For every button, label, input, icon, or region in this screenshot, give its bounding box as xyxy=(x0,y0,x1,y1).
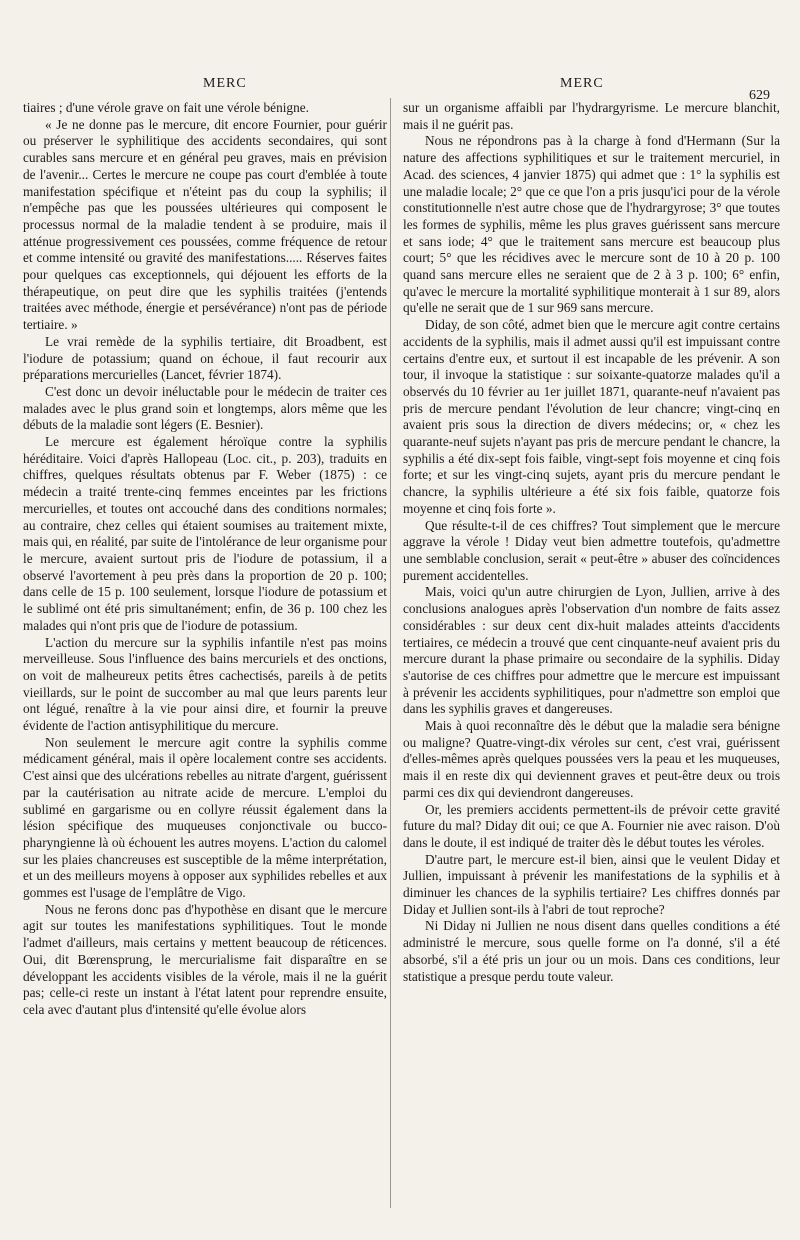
column-divider xyxy=(390,98,391,1208)
paragraph: D'autre part, le mercure est-il bien, ainsi que le veulent Diday et Jullien, impuissant à prévenir les manifestations de la syphilis et à diminuer les chances de la syphilis tertiaire? Les chiffres donnés par Diday et Jullien sont-ils à l'abri de tout reproche? xyxy=(403,851,780,917)
paragraph: Nous ne ferons donc pas d'hypothèse en disant que le mercure agit sur toutes les manifestations syphilitiques. Tout le monde l'admet d'ailleurs, mais certains y mettent beaucoup de réticences. Oui, dit Bœrensprung, le mercurialisme fait disparaître en se développant les accidents visibles de la vérole, mais il ne la guérit pas; celle-ci reste un instant à l'état latent pour reprendre ensuite, cela avec d'autant plus d'intensité qu'elle évolue alors xyxy=(23,901,387,1017)
paragraph: C'est donc un devoir inéluctable pour le médecin de traiter ces malades avec le plus grand soin et longtemps, alors même que les débuts de la maladie sont légers (E. Besnier). xyxy=(23,383,387,433)
left-column xyxy=(23,100,387,1019)
right-column xyxy=(403,100,780,985)
paragraph: sur un organisme affaibli par l'hydrargyrisme. Le mercure blanchit, mais il ne guérit pas. xyxy=(403,100,780,132)
paragraph: Ni Diday ni Jullien ne nous disent dans quelles conditions a été administré le mercure, sous quelle forme on l'a donné, s'il a été absorbé, s'il a été pris un jour ou un mois. Dans ces conditions, leur statistique a presque perdu toute valeur. xyxy=(403,918,780,984)
running-head-left: MERC xyxy=(203,76,247,91)
paragraph: Mais, voici qu'un autre chirurgien de Lyon, Jullien, arrive à des conclusions analogues après l'observation d'un nombre de faits assez considérables : sur deux cent dix-huit malades atteints d'accidents tertiaires, ce médecin a trouvé que cent cinquante-neuf avaient pris du mercure durant la phase primaire ou secondaire de la syphilis. Diday s'autorise de ces chiffres pour admettre que le mercure est impuissant à prévenir les accidents syphilitiques, pour n'admettre son emploi que dans les syphilis graves et dangereuses. xyxy=(403,584,780,717)
paragraph: Nous ne répondrons pas à la charge à fond d'Hermann (Sur la nature des affections syphilitiques et sur le traitement mercuriel, in Acad. des sciences, 4 janvier 1875) qui admet que : 1° la syphilis est une maladie locale; 2° que ce que l'on a pris jusqu'ici pour de la vérole constitutionnelle n'est autre chose que de l'hydrargyrose; 3° que toutes les formes de syphilis, même les plus graves guérissent sans mercure et sans iode; 4° que le traitement sans mercure est beaucoup plus court; 5° que les récidives avec le mercure sont de 10 à 20 p. 100 quand sans mercure elles ne seraient que de 2 à 3 p. 100; 6° enfin, qu'avec le mercure la mortalité syphilitique monterait à 1 sur 89, alors qu'elle ne serait que de 1 sur 969 sans mercure. xyxy=(403,133,780,316)
paragraph: « Je ne donne pas le mercure, dit encore Fournier, pour guérir ou préserver le syphilitique des accidents secondaires, qui sont curables sans mercure et en général peu graves, mais en prévision de l'avenir... Certes le mercure ne coupe pas court d'emblée à toute manifestation spécifique et n'éteint pas du coup la syphilis; il n'empêche pas que les poussées ultérieures qui composent le processus normal de la maladie tendent à se produire, mais il atténue progressivement ces poussées, comme fréquence de retour et comme intensité ou gravité des manifestations..... Réserves faites pour quelques cas exceptionnels, qui déjouent les efforts de la thérapeutique, on peut dire que les syphilis traitées (j'entends traitées avec méthode, énergie et persévérance) n'ont pas de période tertiaire. » xyxy=(23,116,387,333)
paragraph: Mais à quoi reconnaître dès le début que la maladie sera bénigne ou maligne? Quatre-vingt-dix véroles sur cent, c'est vrai, guérissent d'elles-mêmes après quelques poussées vers la peau et les muqueuses, mais il en reste dix qui deviennent graves et peut-être deux ou trois parmi ces dix qui deviendront dangereuses. xyxy=(403,718,780,800)
paragraph: Le mercure est également héroïque contre la syphilis héréditaire. Voici d'après Hallopeau (Loc. cit., p. 203), traduits en chiffres, quelques résultats obtenus par F. Weber (1875) : ce médecin a traité trente-cinq femmes enceintes par les frictions mercurielles, et toutes ont accouché dans des conditions normales; au contraire, chez celles qui étaient soumises au traitement mixte, mais qui, en réalité, par suite de l'intolérance de leur organisme pour le mercure, avaient surtout pris de l'iodure de potassium, il a observé l'avortement à peu près dans la proportion de 20 p. 100; dans celle de 15 p. 100 seulement, lorsque l'iodure de potassium et le sublimé ont été pris simultanément; enfin, de 36 p. 100 chez les malades qui n'ont pris que de l'iodure de potassium. xyxy=(23,434,387,633)
paragraph: Or, les premiers accidents permettent-ils de prévoir cette gravité future du mal? Diday dit oui; ce que A. Fournier nie avec raison. D'où dans le doute, il est indiqué de traiter dès le début toutes les véroles. xyxy=(403,801,780,850)
paragraph: Que résulte-t-il de ces chiffres? Tout simplement que le mercure aggrave la vérole ! Diday veut bien admettre toutefois, qu'admettre une semblable conclusion, serait « peut-être » abuser des coïncidences purement accidentelles. xyxy=(403,517,780,583)
page-number: 629 xyxy=(749,88,770,103)
paragraph: Diday, de son côté, admet bien que le mercure agit contre certains accidents de la syphilis, mais il admet aussi qu'il est impuissant contre certains d'entre eux, et surtout il est incapable de les prévenir. A son tour, il invoque la statistique : sur soixante-quatorze malades qu'il a observés du 10 février au 1er juillet 1871, quarante-neuf n'avaient pas pris de mercure pendant l'évolution de leur chancre; vingt-cinq en avaient pris sous la direction de divers médecins; or, « chez les quarante-neuf sujets n'ayant pas pris de mercure pendant le chancre, la syphilis a été dix-sept fois faible, vingt-sept fois moyenne et cinq fois forte; et sur les vingt-cinq sujets, ayant pris du mercure pendant le chancre, la syphilis ultérieure a été six fois faible, quatorze fois moyenne et cinq fois forte ». xyxy=(403,317,780,516)
running-head-right: MERC xyxy=(560,76,604,91)
paragraph: Non seulement le mercure agit contre la syphilis comme médicament général, mais il opère localement contre ses accidents. C'est ainsi que des ulcérations rebelles au nitrate d'argent, guérissent par la cautérisation au nitrate acide de mercure. L'emploi du sublimé en gargarisme ou en collyre réussit également dans la lésion spécifique des muqueuses conjonctivale ou bucco-pharyngienne là où échouent les autres moyens. L'action du calomel sur les plaies chancreuses est susceptible de la même interprétation, et un des meilleurs moyens à opposer aux syphilides rebelles et aux gommes est l'usage de l'emplâtre de Vigo. xyxy=(23,734,387,901)
paragraph: Le vrai remède de la syphilis tertiaire, dit Broadbent, est l'iodure de potassium; quand on échoue, il faut recourir aux préparations mercurielles (Lancet, février 1874). xyxy=(23,333,387,383)
paragraph: L'action du mercure sur la syphilis infantile n'est pas moins merveilleuse. Sous l'influence des bains mercuriels et des onctions, on voit de malheureux petits êtres cachectisés, pareils à de petits vieillards, sur le point de succomber au mal que leurs parents leur ont légué, renaître à la vie pour ainsi dire, et fournir la preuve évidente de l'action antisyphilitique du mercure. xyxy=(23,634,387,734)
paragraph: tiaires ; d'une vérole grave on fait une vérole bénigne. xyxy=(23,100,309,115)
